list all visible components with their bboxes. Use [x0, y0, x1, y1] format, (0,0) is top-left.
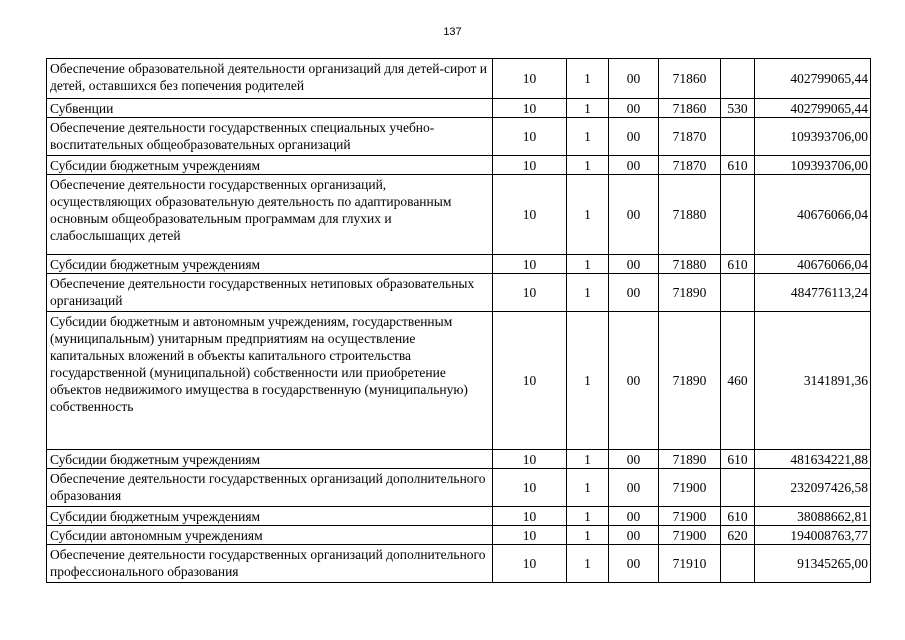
row-expense-type: 460	[721, 312, 755, 450]
row-amount: 484776113,24	[755, 274, 871, 312]
row-amount: 109393706,00	[755, 156, 871, 175]
row-target-code-2: 71900	[659, 507, 721, 526]
row-expense-type	[721, 59, 755, 99]
row-target-code-1: 00	[609, 450, 659, 469]
row-name: Субсидии бюджетным учреждениям	[47, 450, 493, 469]
row-amount: 232097426,58	[755, 469, 871, 507]
row-target-code-1: 00	[609, 469, 659, 507]
row-name: Субсидии бюджетным учреждениям	[47, 255, 493, 274]
page-number: 137	[443, 26, 462, 38]
row-section: 10	[493, 175, 567, 255]
row-target-code-1: 00	[609, 312, 659, 450]
row-target-code-2: 71900	[659, 526, 721, 545]
row-subsection: 1	[567, 545, 609, 583]
row-section: 10	[493, 255, 567, 274]
row-subsection: 1	[567, 469, 609, 507]
table-row	[47, 312, 871, 450]
row-section: 10	[493, 507, 567, 526]
row-name: Субвенции	[47, 99, 493, 118]
table-row	[47, 59, 871, 99]
row-section: 10	[493, 469, 567, 507]
row-amount: 194008763,77	[755, 526, 871, 545]
row-name: Обеспечение деятельности государственных организаций, осуществляющих образовательную деятельность по адаптированным основным общеобразовательным программам для глухих и слабослышащих детей	[47, 175, 493, 255]
row-expense-type: 610	[721, 507, 755, 526]
row-name: Субсидии бюджетным и автономным учреждениям, государственным (муниципальным) унитарным предприятиям на осуществление капитальных вложений в объекты капитального строительства государственной (муниципальной) собственности или приобретение объектов недвижимого имущества в государственную (муниципальную) собственность	[47, 312, 493, 450]
row-subsection: 1	[567, 118, 609, 156]
table-row	[47, 526, 871, 545]
table-row	[47, 175, 871, 255]
row-target-code-2: 71890	[659, 312, 721, 450]
row-name: Субсидии автономным учреждениям	[47, 526, 493, 545]
row-name: Обеспечение деятельности государственных организаций дополнительного образования	[47, 469, 493, 507]
row-expense-type: 610	[721, 450, 755, 469]
table-row	[47, 255, 871, 274]
row-target-code-2: 71880	[659, 255, 721, 274]
row-section: 10	[493, 59, 567, 99]
row-target-code-1: 00	[609, 274, 659, 312]
row-name: Обеспечение деятельности государственных организаций дополнительного профессионального образования	[47, 545, 493, 583]
row-target-code-1: 00	[609, 255, 659, 274]
row-expense-type	[721, 469, 755, 507]
row-name: Обеспечение образовательной деятельности организаций для детей-сирот и детей, оставшихся без попечения родителей	[47, 59, 493, 99]
row-expense-type	[721, 118, 755, 156]
table-row	[47, 545, 871, 583]
row-amount: 40676066,04	[755, 175, 871, 255]
row-expense-type	[721, 274, 755, 312]
row-target-code-2: 71890	[659, 274, 721, 312]
row-subsection: 1	[567, 274, 609, 312]
row-section: 10	[493, 99, 567, 118]
row-section: 10	[493, 274, 567, 312]
row-subsection: 1	[567, 450, 609, 469]
row-amount: 38088662,81	[755, 507, 871, 526]
row-target-code-1: 00	[609, 156, 659, 175]
row-expense-type	[721, 175, 755, 255]
row-section: 10	[493, 312, 567, 450]
row-target-code-1: 00	[609, 118, 659, 156]
row-amount: 3141891,36	[755, 312, 871, 450]
table-row	[47, 118, 871, 156]
row-subsection: 1	[567, 156, 609, 175]
row-target-code-2: 71900	[659, 469, 721, 507]
row-target-code-1: 00	[609, 526, 659, 545]
row-subsection: 1	[567, 255, 609, 274]
row-target-code-1: 00	[609, 175, 659, 255]
row-amount: 91345265,00	[755, 545, 871, 583]
row-target-code-2: 71870	[659, 118, 721, 156]
row-target-code-1: 00	[609, 545, 659, 583]
row-name: Обеспечение деятельности государственных нетиповых образовательных организаций	[47, 274, 493, 312]
row-name: Субсидии бюджетным учреждениям	[47, 507, 493, 526]
row-expense-type: 610	[721, 156, 755, 175]
row-target-code-2: 71880	[659, 175, 721, 255]
row-target-code-2: 71910	[659, 545, 721, 583]
table-row	[47, 156, 871, 175]
row-target-code-2: 71860	[659, 99, 721, 118]
row-amount: 402799065,44	[755, 59, 871, 99]
row-expense-type: 530	[721, 99, 755, 118]
budget-table	[46, 58, 871, 583]
table-row	[47, 99, 871, 118]
row-section: 10	[493, 450, 567, 469]
row-expense-type: 610	[721, 255, 755, 274]
row-section: 10	[493, 118, 567, 156]
row-subsection: 1	[567, 59, 609, 99]
row-target-code-1: 00	[609, 59, 659, 99]
row-target-code-2: 71890	[659, 450, 721, 469]
row-amount: 40676066,04	[755, 255, 871, 274]
row-target-code-1: 00	[609, 507, 659, 526]
table-row	[47, 450, 871, 469]
row-section: 10	[493, 545, 567, 583]
row-target-code-2: 71860	[659, 59, 721, 99]
row-amount: 109393706,00	[755, 118, 871, 156]
table-row	[47, 469, 871, 507]
row-section: 10	[493, 526, 567, 545]
row-target-code-2: 71870	[659, 156, 721, 175]
row-expense-type	[721, 545, 755, 583]
row-subsection: 1	[567, 526, 609, 545]
row-name: Обеспечение деятельности государственных специальных учебно-воспитательных общеобразовательных организаций	[47, 118, 493, 156]
row-section: 10	[493, 156, 567, 175]
row-amount: 481634221,88	[755, 450, 871, 469]
row-subsection: 1	[567, 507, 609, 526]
row-expense-type: 620	[721, 526, 755, 545]
table-row	[47, 507, 871, 526]
row-target-code-1: 00	[609, 99, 659, 118]
row-name: Субсидии бюджетным учреждениям	[47, 156, 493, 175]
row-amount: 402799065,44	[755, 99, 871, 118]
row-subsection: 1	[567, 175, 609, 255]
row-subsection: 1	[567, 312, 609, 450]
table-row	[47, 274, 871, 312]
row-subsection: 1	[567, 99, 609, 118]
